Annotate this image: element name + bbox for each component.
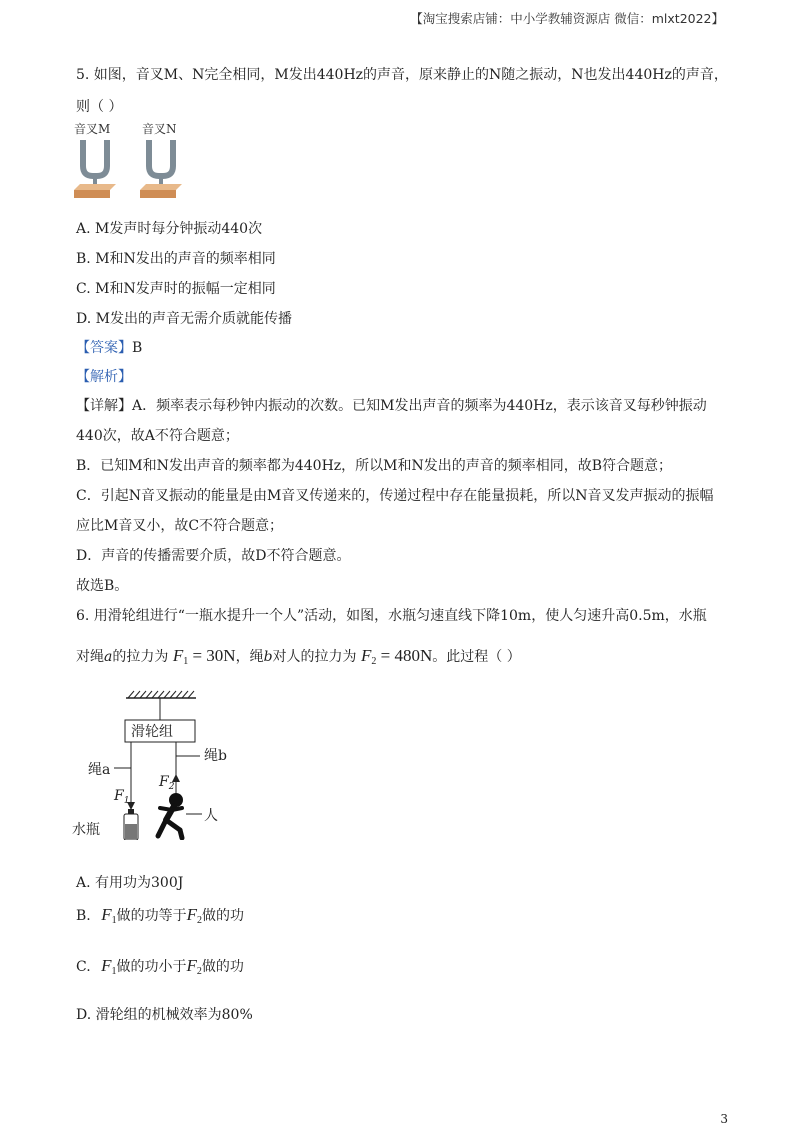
q6-option-c: C. $F_1$做的功小于$F_2$做的功 xyxy=(76,956,244,977)
q6-option-d: D. 滑轮组的机械效率为80% xyxy=(76,1007,253,1023)
rope-b-var: b xyxy=(263,649,273,665)
q5-option-a: A. M发声时每分钟振动440次 xyxy=(76,221,263,237)
detail-a-line2: 440次，故A不符合题意； xyxy=(76,428,239,444)
page-number: 3 xyxy=(720,1112,728,1126)
q5-stem-line1: 5. 如图，音叉M、N完全相同，M发出440Hz的声音，原来静止的N随之振动，N也发出440Hz的声音， xyxy=(76,67,728,83)
q5-stem-line2: 则（ ） xyxy=(76,99,123,115)
detail-d: D．声音的传播需要介质，故D不符合题意。 xyxy=(76,548,351,564)
pulley-label: 滑轮组 xyxy=(131,724,173,740)
page-header: 【淘宝搜索店铺：中小学教辅资源店 微信：mlxt2022】 xyxy=(410,11,724,26)
detail-c-line2: 应比M音叉小，故C不符合题意； xyxy=(76,518,284,534)
q6-stem-line2: 对绳a的拉力为 $F_1 = 30N$，绳b对人的拉力为 $F_2 = 480N$。此过程（ ） xyxy=(76,646,521,667)
f2-label: $F_2$ xyxy=(159,774,175,792)
conclusion: 故选B。 xyxy=(76,578,129,594)
rope-a-label: 绳a xyxy=(88,762,111,778)
detail-b: B．已知M和N发出声音的频率都为440Hz，所以M和N发出的声音的频率相同，故B符合题意； xyxy=(76,458,673,474)
q6-stem-line1: 6. 用滑轮组进行“一瓶水提升一个人”活动，如图，水瓶匀速直线下降10m，使人匀速升高0.5m，水瓶 xyxy=(76,608,707,624)
tuning-fork-n-icon xyxy=(140,140,182,198)
answer-value: B xyxy=(132,340,143,356)
rope-b-label: 绳b xyxy=(204,748,227,764)
person-icon xyxy=(158,793,183,838)
ceiling-hatch-icon xyxy=(128,691,194,698)
f1-equation: $F_1 = 30N$ xyxy=(172,646,236,667)
water-bottle-icon xyxy=(124,809,138,840)
person-label: 人 xyxy=(204,808,218,824)
f2-equation: $F_2 = 480N$ xyxy=(361,646,433,667)
rope-a-var: a xyxy=(104,649,113,665)
pulley-diagram xyxy=(70,690,250,840)
tuning-fork-m-icon xyxy=(74,140,116,198)
q6-option-a: A. 有用功为300J xyxy=(76,875,184,891)
fork-m-label: 音叉M xyxy=(74,122,111,136)
f1-label: $F_1$ xyxy=(114,788,130,806)
answer-tag: 【答案】 xyxy=(76,340,132,356)
q5-option-b: B. M和N发出的声音的频率相同 xyxy=(76,251,276,267)
detail-c-line1: C．引起N音叉振动的能量是由M音叉传递来的，传递过程中存在能量损耗，所以N音叉发声振动的振幅 xyxy=(76,488,714,504)
fork-n-label: 音叉N xyxy=(142,122,177,136)
q5-answer xyxy=(76,337,142,357)
bottle-label: 水瓶 xyxy=(72,822,100,838)
analysis-tag: 【解析】 xyxy=(76,369,132,385)
tuning-forks-figure xyxy=(72,120,196,202)
detail-a-text: A．频率表示每秒钟内振动的次数。已知M发出声音的频率为440Hz，表示该音叉每秒钟振动 xyxy=(132,398,707,414)
q5-option-d: D. M发出的声音无需介质就能传播 xyxy=(76,311,292,327)
q5-option-c: C. M和N发声时的振幅一定相同 xyxy=(76,281,276,297)
detail-a-line1 xyxy=(76,395,707,415)
f2-arrow-icon xyxy=(172,774,180,782)
q6-option-b: B. $F_1$做的功等于$F_2$做的功 xyxy=(76,905,244,926)
detail-tag: 【详解】 xyxy=(76,398,132,414)
